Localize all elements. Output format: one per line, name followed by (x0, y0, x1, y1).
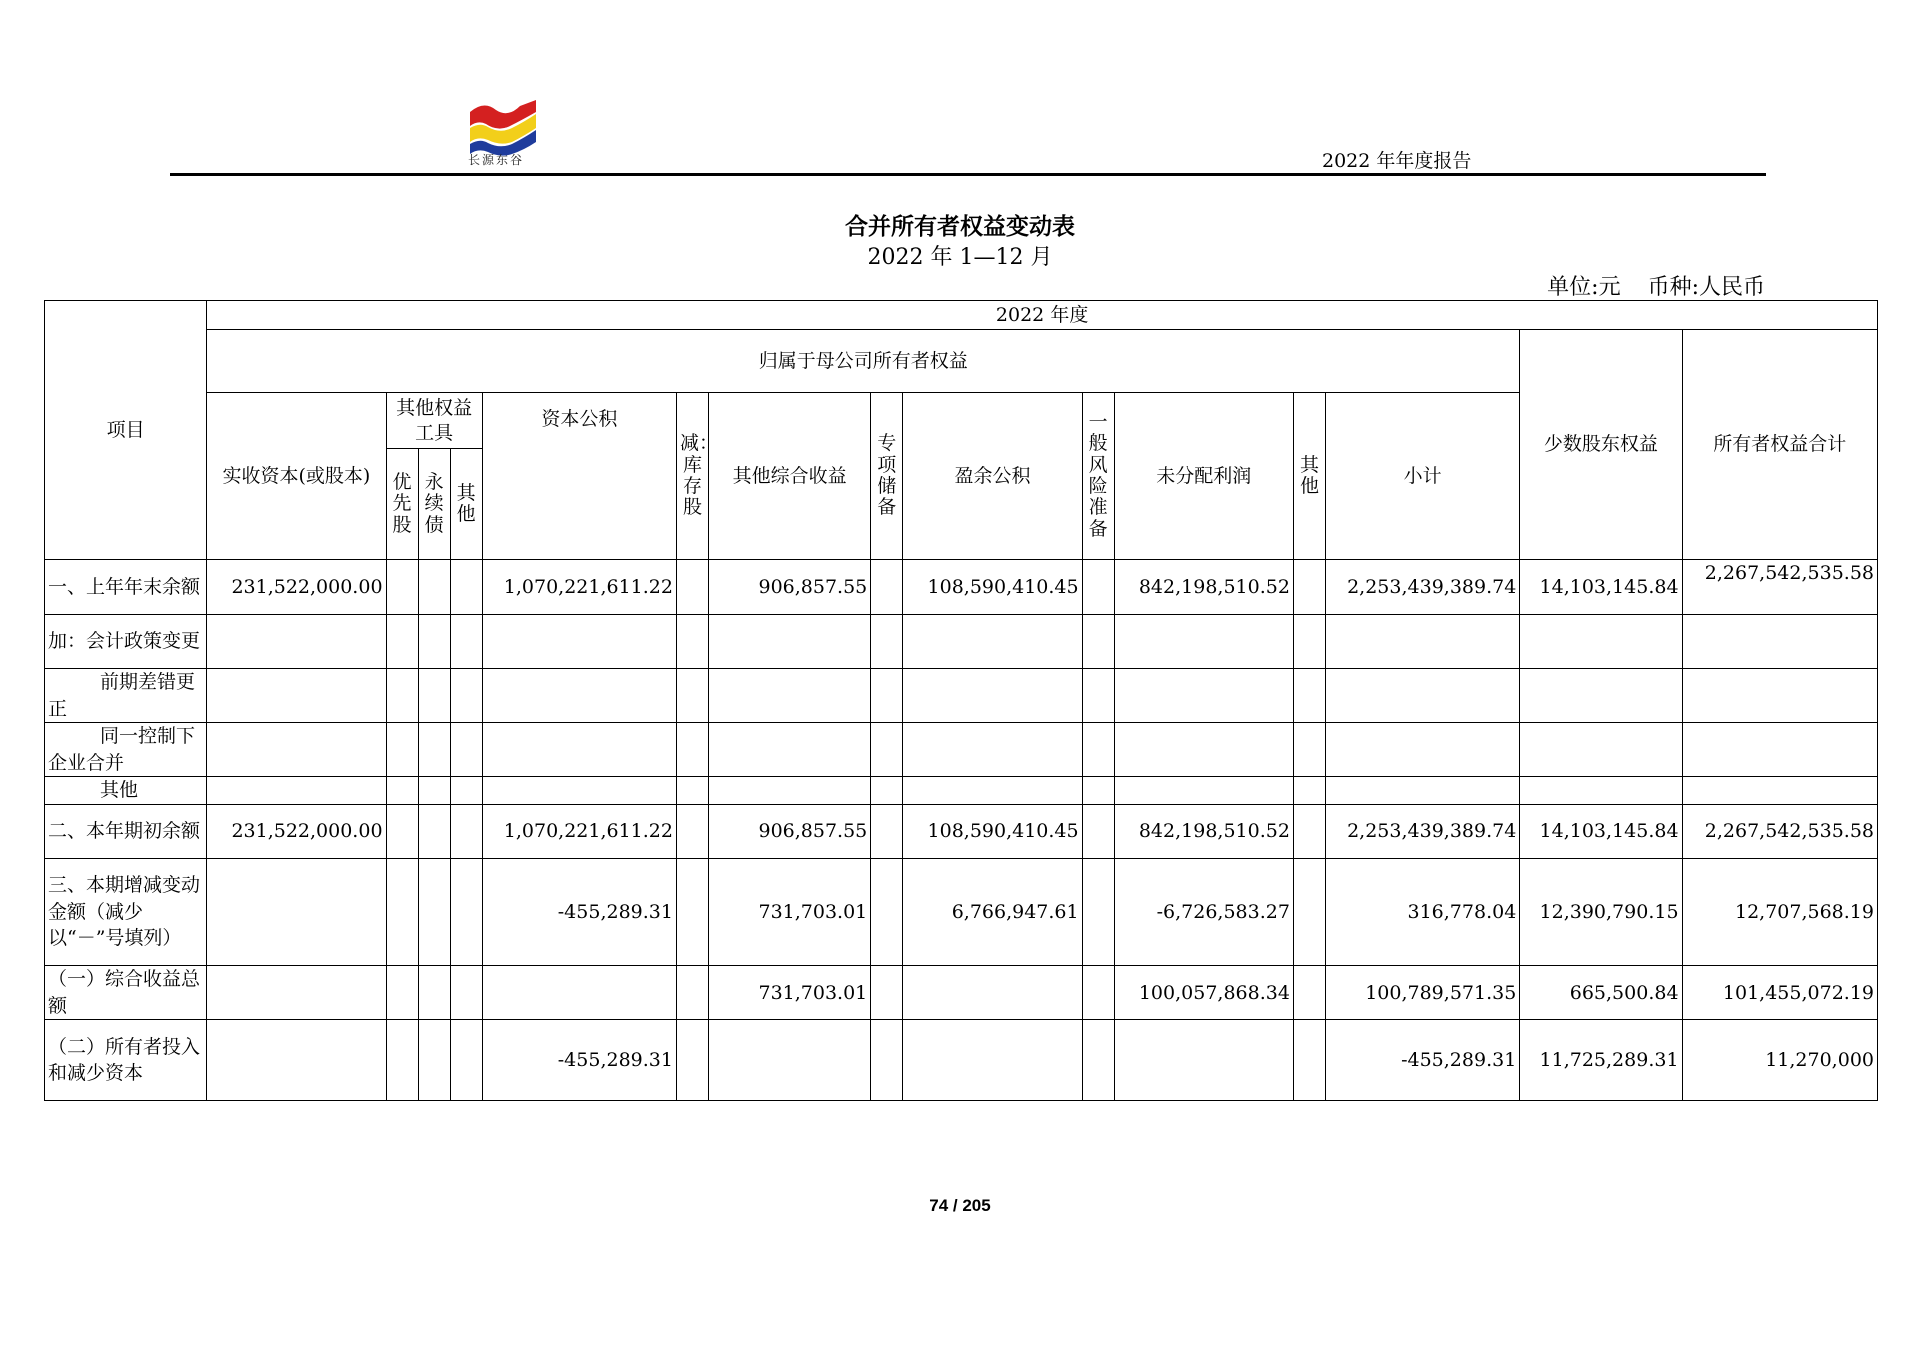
header-perpetual-bond: 永续债 (418, 449, 450, 560)
cell-perpetual-bond (418, 615, 450, 669)
cell-subtotal (1325, 723, 1519, 777)
cell-general-risk-reserve (1082, 1020, 1114, 1101)
cell-other-instruments (450, 804, 482, 858)
cell-treasury-stock (676, 965, 708, 1019)
cell-other (1293, 669, 1325, 723)
cell-perpetual-bond (418, 669, 450, 723)
cell-subtotal (1325, 669, 1519, 723)
cell-treasury-stock (676, 723, 708, 777)
cell-perpetual-bond (418, 804, 450, 858)
cell-total-equity: 2,267,542,535.58 (1682, 804, 1877, 858)
header-special-reserve: 专项储备 (871, 393, 903, 560)
cell-general-risk-reserve (1082, 804, 1114, 858)
row-label: 前期差错更正 (45, 669, 207, 723)
header-retained-earnings: 未分配利润 (1114, 393, 1293, 560)
cell-retained-earnings: -6,726,583.27 (1114, 858, 1293, 965)
cell-preferred-stock (386, 615, 418, 669)
header-parent-equity: 归属于母公司所有者权益 (207, 330, 1520, 393)
cell-minority-interest: 665,500.84 (1520, 965, 1682, 1019)
cell-general-risk-reserve (1082, 777, 1114, 805)
table-row (45, 777, 1878, 805)
cell-capital-reserve: -455,289.31 (482, 1020, 676, 1101)
header-subtotal: 小计 (1325, 393, 1519, 560)
cell-treasury-stock (676, 669, 708, 723)
row-label: 一、上年年末余额 (45, 560, 207, 615)
cell-minority-interest (1520, 669, 1682, 723)
cell-oci (709, 669, 871, 723)
statement-title: 合并所有者权益变动表 (845, 213, 1075, 240)
cell-total-equity: 11,270,000 (1682, 1020, 1877, 1101)
cell-paid-in-capital (207, 1020, 386, 1101)
cell-paid-in-capital (207, 858, 386, 965)
cell-preferred-stock (386, 669, 418, 723)
header-item: 项目 (45, 301, 207, 560)
cell-minority-interest: 12,390,790.15 (1520, 858, 1682, 965)
cell-subtotal: 100,789,571.35 (1325, 965, 1519, 1019)
cell-preferred-stock (386, 1020, 418, 1101)
cell-special-reserve (871, 965, 903, 1019)
cell-surplus-reserve: 108,590,410.45 (903, 560, 1082, 615)
cell-other-instruments (450, 1020, 482, 1101)
cell-general-risk-reserve (1082, 669, 1114, 723)
cell-oci: 906,857.55 (709, 560, 871, 615)
cell-special-reserve (871, 615, 903, 669)
cell-other (1293, 1020, 1325, 1101)
header-paid-in-capital: 实收资本(或股本) (207, 393, 386, 560)
cell-retained-earnings (1114, 615, 1293, 669)
cell-surplus-reserve (903, 723, 1082, 777)
cell-total-equity: 101,455,072.19 (1682, 965, 1877, 1019)
cell-other (1293, 723, 1325, 777)
cell-special-reserve (871, 858, 903, 965)
cell-subtotal: -455,289.31 (1325, 1020, 1519, 1101)
cell-oci: 906,857.55 (709, 804, 871, 858)
cell-retained-earnings: 100,057,868.34 (1114, 965, 1293, 1019)
cell-general-risk-reserve (1082, 858, 1114, 965)
cell-minority-interest (1520, 777, 1682, 805)
cell-total-equity (1682, 669, 1877, 723)
cell-minority-interest: 14,103,145.84 (1520, 560, 1682, 615)
cell-minority-interest (1520, 615, 1682, 669)
cell-retained-earnings (1114, 669, 1293, 723)
cell-capital-reserve (482, 669, 676, 723)
cell-other-instruments (450, 858, 482, 965)
cell-preferred-stock (386, 965, 418, 1019)
header-surplus-reserve: 盈余公积 (903, 393, 1082, 560)
cell-oci (709, 1020, 871, 1101)
table-row (45, 965, 1878, 1019)
cell-other (1293, 777, 1325, 805)
header-capital-reserve: 资本公积 (482, 393, 676, 560)
table-row (45, 1020, 1878, 1101)
row-label: 同一控制下企业合并 (45, 723, 207, 777)
cell-total-equity: 2,267,542,535.58 (1682, 560, 1877, 615)
cell-paid-in-capital (207, 669, 386, 723)
header-total-equity: 所有者权益合计 (1682, 330, 1877, 560)
cell-surplus-reserve (903, 669, 1082, 723)
cell-capital-reserve (482, 615, 676, 669)
cell-oci (709, 615, 871, 669)
header-minority-interest: 少数股东权益 (1520, 330, 1682, 560)
cell-other-instruments (450, 669, 482, 723)
cell-treasury-stock (676, 804, 708, 858)
cell-retained-earnings: 842,198,510.52 (1114, 560, 1293, 615)
page-number: 74 / 205 (929, 1196, 991, 1215)
cell-special-reserve (871, 777, 903, 805)
table-row (45, 560, 1878, 615)
cell-total-equity (1682, 615, 1877, 669)
cell-preferred-stock (386, 804, 418, 858)
cell-paid-in-capital: 231,522,000.00 (207, 560, 386, 615)
cell-paid-in-capital: 231,522,000.00 (207, 804, 386, 858)
row-label: 加：会计政策变更 (45, 615, 207, 669)
cell-treasury-stock (676, 858, 708, 965)
currency-unit: 单位:元 币种:人民币 (1547, 275, 1765, 300)
header-treasury-stock: 减：库存股 (676, 393, 708, 560)
cell-surplus-reserve (903, 965, 1082, 1019)
table-row (45, 615, 1878, 669)
row-label: 二、本年期初余额 (45, 804, 207, 858)
equity-changes-table (44, 300, 1878, 1101)
cell-minority-interest (1520, 723, 1682, 777)
cell-preferred-stock (386, 560, 418, 615)
cell-total-equity (1682, 723, 1877, 777)
cell-general-risk-reserve (1082, 615, 1114, 669)
header-year: 2022 年度 (207, 301, 1878, 330)
cell-perpetual-bond (418, 858, 450, 965)
header-other: 其他 (1293, 393, 1325, 560)
cell-other (1293, 965, 1325, 1019)
cell-special-reserve (871, 1020, 903, 1101)
cell-perpetual-bond (418, 1020, 450, 1101)
header-preferred-stock: 优先股 (386, 449, 418, 560)
cell-subtotal (1325, 615, 1519, 669)
cell-subtotal: 316,778.04 (1325, 858, 1519, 965)
cell-other (1293, 858, 1325, 965)
cell-paid-in-capital (207, 723, 386, 777)
cell-retained-earnings (1114, 777, 1293, 805)
cell-other-instruments (450, 965, 482, 1019)
header-other-instruments: 其他 (450, 449, 482, 560)
cell-capital-reserve: 1,070,221,611.22 (482, 804, 676, 858)
cell-preferred-stock (386, 723, 418, 777)
cell-perpetual-bond (418, 723, 450, 777)
cell-surplus-reserve (903, 777, 1082, 805)
cell-other-instruments (450, 777, 482, 805)
cell-treasury-stock (676, 1020, 708, 1101)
cell-special-reserve (871, 723, 903, 777)
cell-capital-reserve (482, 723, 676, 777)
cell-special-reserve (871, 669, 903, 723)
header-general-risk-reserve: 一般风险准备 (1082, 393, 1114, 560)
cell-treasury-stock (676, 560, 708, 615)
cell-general-risk-reserve (1082, 723, 1114, 777)
header-other-equity-instruments: 其他权益工具 (386, 393, 482, 449)
cell-surplus-reserve (903, 615, 1082, 669)
cell-oci: 731,703.01 (709, 965, 871, 1019)
statement-period: 2022 年 1—12 月 (867, 245, 1053, 270)
cell-special-reserve (871, 804, 903, 858)
table-row (45, 669, 1878, 723)
header-divider (170, 173, 1766, 176)
cell-perpetual-bond (418, 560, 450, 615)
cell-capital-reserve: -455,289.31 (482, 858, 676, 965)
table-row (45, 804, 1878, 858)
logo-text: 长源东谷 (468, 153, 525, 167)
cell-other (1293, 804, 1325, 858)
cell-retained-earnings: 842,198,510.52 (1114, 804, 1293, 858)
header-oci: 其他综合收益 (709, 393, 871, 560)
cell-other-instruments (450, 723, 482, 777)
cell-perpetual-bond (418, 777, 450, 805)
cell-total-equity: 12,707,568.19 (1682, 858, 1877, 965)
cell-subtotal: 2,253,439,389.74 (1325, 560, 1519, 615)
cell-capital-reserve (482, 777, 676, 805)
cell-capital-reserve: 1,070,221,611.22 (482, 560, 676, 615)
cell-oci (709, 777, 871, 805)
cell-treasury-stock (676, 777, 708, 805)
cell-other-instruments (450, 615, 482, 669)
cell-paid-in-capital (207, 777, 386, 805)
cell-retained-earnings (1114, 1020, 1293, 1101)
table-row (45, 858, 1878, 965)
cell-treasury-stock (676, 615, 708, 669)
cell-paid-in-capital (207, 965, 386, 1019)
cell-surplus-reserve (903, 1020, 1082, 1101)
cell-minority-interest: 11,725,289.31 (1520, 1020, 1682, 1101)
cell-paid-in-capital (207, 615, 386, 669)
cell-preferred-stock (386, 777, 418, 805)
cell-special-reserve (871, 560, 903, 615)
report-title: 2022 年年度报告 (1322, 150, 1472, 172)
cell-retained-earnings (1114, 723, 1293, 777)
table-row (45, 723, 1878, 777)
cell-subtotal (1325, 777, 1519, 805)
cell-other (1293, 560, 1325, 615)
row-label: （二）所有者投入和减少资本 (45, 1020, 207, 1101)
cell-total-equity (1682, 777, 1877, 805)
cell-general-risk-reserve (1082, 560, 1114, 615)
cell-surplus-reserve: 108,590,410.45 (903, 804, 1082, 858)
cell-other (1293, 615, 1325, 669)
cell-oci: 731,703.01 (709, 858, 871, 965)
cell-general-risk-reserve (1082, 965, 1114, 1019)
row-label: （一）综合收益总额 (45, 965, 207, 1019)
cell-subtotal: 2,253,439,389.74 (1325, 804, 1519, 858)
cell-preferred-stock (386, 858, 418, 965)
row-label: 其他 (45, 777, 207, 805)
cell-minority-interest: 14,103,145.84 (1520, 804, 1682, 858)
cell-perpetual-bond (418, 965, 450, 1019)
cell-other-instruments (450, 560, 482, 615)
cell-oci (709, 723, 871, 777)
cell-surplus-reserve: 6,766,947.61 (903, 858, 1082, 965)
row-label: 三、本期增减变动金额（减少以“－”号填列） (45, 858, 207, 965)
cell-capital-reserve (482, 965, 676, 1019)
